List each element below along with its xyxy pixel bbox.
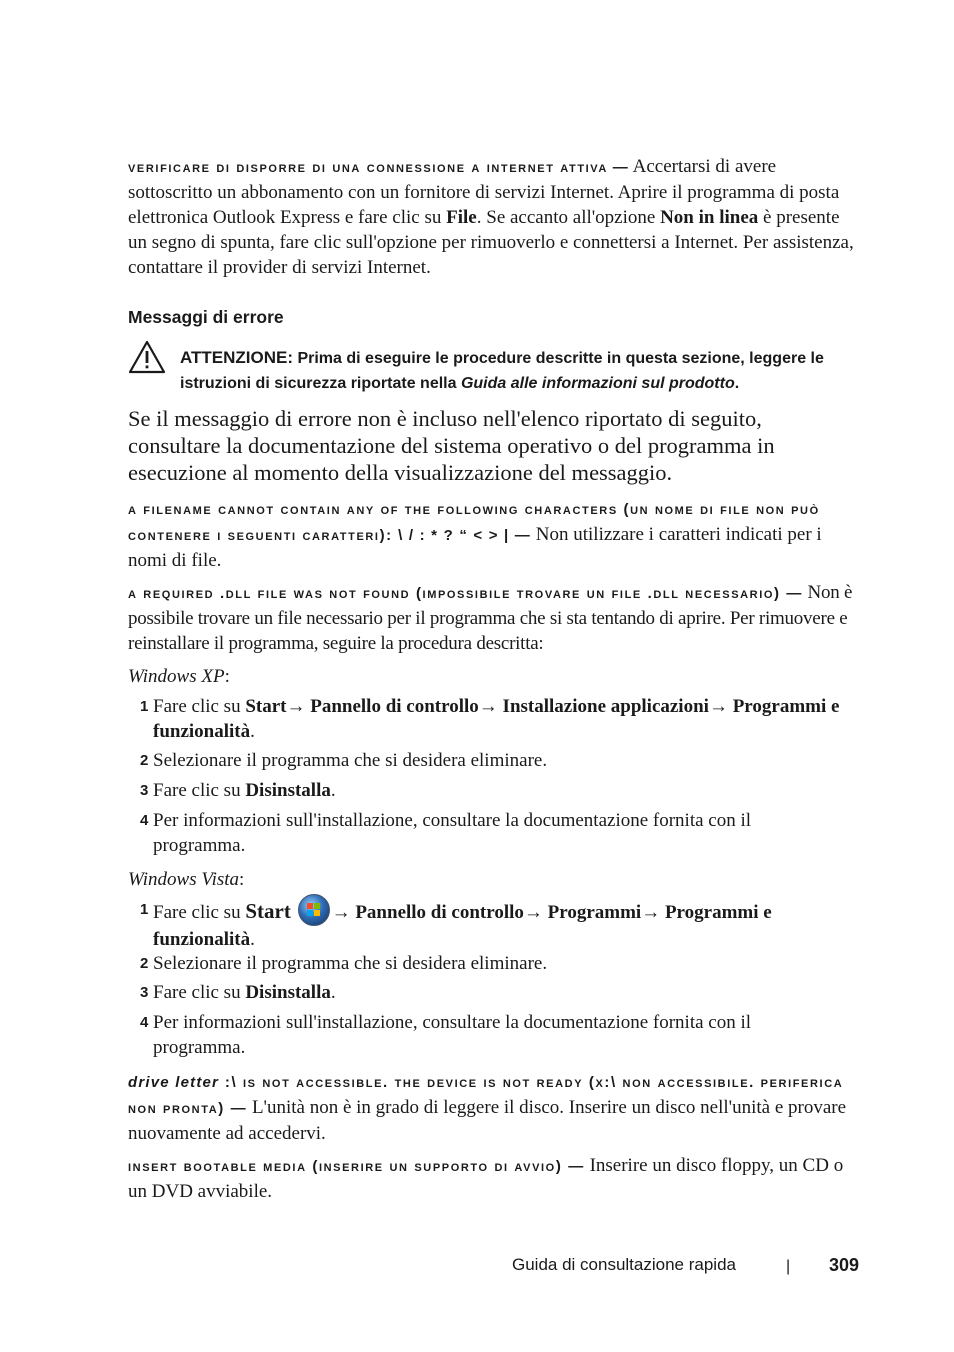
step-text: Fare clic su bbox=[153, 780, 246, 801]
step-number: 2 bbox=[140, 752, 149, 769]
warning-text: Prima di eseguire le procedure descritte in questa sezione, leggere le istruzioni di sicurezza riportate nella bbox=[180, 350, 824, 392]
error-messages-heading: Messaggi di errore bbox=[128, 307, 284, 327]
step-text: Per informazioni sull'installazione, consultare la documentazione fornita con il programma. bbox=[153, 810, 752, 856]
step-text: Fare clic su bbox=[153, 982, 246, 1003]
step-number: 2 bbox=[140, 955, 149, 972]
windows-xp-label bbox=[128, 664, 854, 689]
error-filename-title: a filename cannot contain any of the following characters (un nome di file non può contenere i seguenti caratteri): bbox=[128, 501, 820, 544]
error-dll-title: a required .dll file was not found (impossibile trovare un file .dll necessario) — bbox=[128, 585, 804, 602]
xp-step-2 bbox=[140, 748, 854, 773]
step-number: 3 bbox=[140, 984, 149, 1001]
windows-vista-colon: : bbox=[239, 869, 245, 890]
error-drive-paragraph bbox=[128, 1069, 854, 1146]
error-drive-text: L'unità non è in grado di leggere il disco. Inserire un disco nell'unità e provare nuovamente ad accedervi. bbox=[128, 1097, 847, 1144]
footer-separator: | bbox=[786, 1258, 791, 1275]
uninstall-text: Disinstalla bbox=[245, 982, 331, 1003]
control-panel-text: Pannello di controllo bbox=[310, 696, 479, 717]
start-text: Start bbox=[245, 899, 291, 923]
arrow-text: → bbox=[641, 902, 665, 923]
programs-features-text: Programmi e funzionalità bbox=[153, 902, 772, 950]
windows-start-orb-icon bbox=[298, 894, 330, 926]
step-text: Fare clic su bbox=[153, 696, 246, 717]
step-end: . bbox=[330, 780, 336, 801]
windows-vista-text: Windows Vista bbox=[128, 869, 240, 890]
error-bootable-paragraph bbox=[128, 1153, 854, 1204]
step-text: Selezionare il programma che si desidera eliminare. bbox=[153, 953, 548, 974]
add-remove-text: Installazione applicazioni bbox=[502, 696, 709, 717]
xp-step-3 bbox=[140, 778, 854, 803]
vista-step-2 bbox=[140, 951, 854, 976]
step-end: . bbox=[250, 929, 255, 950]
product-guide-title: Guida alle informazioni sul prodotto bbox=[460, 375, 735, 392]
warning-end: . bbox=[734, 375, 740, 392]
error-filename-chars: \ / : * ? “ < > | — bbox=[392, 527, 532, 544]
section-dash: — bbox=[612, 159, 629, 176]
arrow-text: → bbox=[708, 696, 733, 717]
internet-connection-paragraph bbox=[128, 154, 854, 280]
error-dll-text: Non è possibile trovare un file necessario per il programma che si sta tentando di aprire. Per rimuovere e reinstallare il programma, seguire la procedura descritta: bbox=[128, 582, 853, 654]
error-filename-paragraph bbox=[128, 496, 854, 573]
error-filename-text: Non utilizzare i caratteri indicati per i nomi di file. bbox=[128, 524, 822, 571]
page-number: 309 bbox=[829, 1255, 860, 1275]
footer-title: Guida di consultazione rapida bbox=[512, 1255, 736, 1274]
warning-icon bbox=[128, 340, 166, 374]
xp-step-1 bbox=[140, 694, 854, 744]
intro-paragraph: Se il messaggio di errore non è incluso nell'elenco riportato di seguito, consultare la documentazione del sistema operativo o del programma in esecuzione al momento della visualizzazione del messaggio. bbox=[128, 406, 775, 485]
arrow-text: → bbox=[331, 902, 356, 923]
error-bootable-text: Inserire un disco floppy, un CD o un DVD avviabile. bbox=[128, 1155, 844, 1202]
control-panel-text: Pannello di controllo bbox=[355, 902, 524, 923]
error-drive-title: :\ is not accessible. the device is not ready (x:\ non accessibile. periferica non pronta) — bbox=[128, 1074, 844, 1117]
file-menu-text: File bbox=[446, 207, 477, 228]
xp-step-4 bbox=[140, 808, 854, 858]
offline-option-text: Non in linea bbox=[660, 207, 759, 228]
section-title: verificare di disporre di una connessione a internet attiva bbox=[128, 159, 608, 176]
uninstall-text: Disinstalla bbox=[245, 780, 331, 801]
step-text: Selezionare il programma che si desidera eliminare. bbox=[153, 750, 548, 771]
step-text: Per informazioni sull'installazione, consultare la documentazione fornita con il programma. bbox=[153, 1012, 752, 1058]
vista-step-4 bbox=[140, 1010, 854, 1060]
start-menu-text: Start bbox=[245, 696, 287, 717]
step-number: 1 bbox=[140, 901, 149, 918]
section-text-3: è presente un segno di spunta, fare clic sull'opzione per rimuoverlo e connettersi a Internet. Per assistenza, contattare il provider di servizi Internet. bbox=[128, 207, 854, 278]
programs-text: Programmi bbox=[547, 902, 642, 923]
error-dll-paragraph bbox=[128, 580, 854, 656]
windows-xp-text: Windows XP bbox=[128, 666, 225, 687]
warning-note bbox=[180, 345, 860, 396]
arrow-text: → bbox=[523, 902, 548, 923]
step-text: Fare clic su bbox=[153, 902, 246, 923]
arrow-text: → bbox=[286, 696, 311, 717]
section-text-1: Accertarsi di avere sottoscritto un abbonamento con un fornitore di servizi Internet. Aprire il programma di posta elettronica Outlook Express e fare clic su bbox=[128, 156, 840, 228]
arrow-text: → bbox=[478, 696, 503, 717]
step-number: 4 bbox=[140, 812, 149, 829]
error-bootable-title: insert bootable media (inserire un supporto di avvio) — bbox=[128, 1158, 585, 1175]
windows-xp-colon: : bbox=[224, 666, 230, 687]
warning-label: ATTENZIONE: bbox=[180, 348, 294, 367]
section-text-2: . Se accanto all'opzione bbox=[476, 207, 661, 228]
step-number: 4 bbox=[140, 1014, 149, 1031]
programs-features-text: Programmi e funzionalità bbox=[153, 696, 840, 742]
vista-step-3 bbox=[140, 980, 854, 1005]
windows-vista-label bbox=[128, 867, 854, 892]
step-number: 1 bbox=[140, 698, 149, 715]
vista-step-1 bbox=[140, 894, 854, 953]
step-end: . bbox=[250, 721, 255, 742]
drive-letter-text: drive letter bbox=[128, 1074, 220, 1091]
step-number: 3 bbox=[140, 782, 149, 799]
step-end: . bbox=[330, 982, 336, 1003]
